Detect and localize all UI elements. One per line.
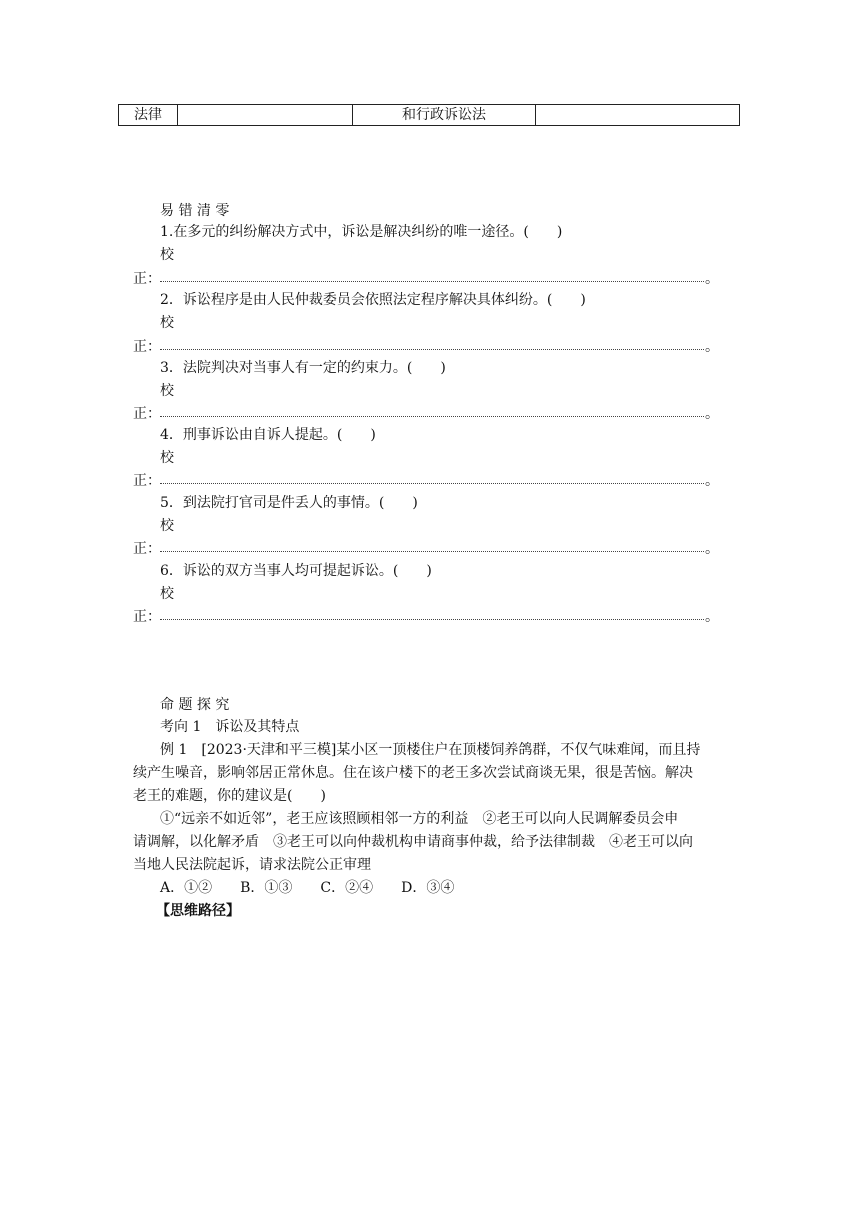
correction-label-jiao: 校 xyxy=(160,518,174,534)
thinking-path-heading: 【思维路径】 xyxy=(156,903,240,919)
correction-label-jiao: 校 xyxy=(160,383,174,399)
correction-label-zheng: 正： xyxy=(133,406,161,422)
period-mark: 。 xyxy=(705,541,719,557)
correction-label-jiao: 校 xyxy=(160,315,174,331)
correction-label-zheng: 正： xyxy=(133,339,161,355)
correction-label-zheng: 正： xyxy=(133,541,161,557)
period-mark: 。 xyxy=(705,406,719,422)
answer-line[interactable] xyxy=(160,619,704,620)
option-line: ①“远亲不如近邻”，老王应该照顾相邻一方的利益 ②老王可以向人民调解委员会申 xyxy=(160,811,679,827)
table-row xyxy=(118,104,740,126)
option-line: 当地人民法院起诉，请求法院公正审理 xyxy=(133,857,371,873)
correction-label-jiao: 校 xyxy=(160,450,174,466)
question-item: 1.在多元的纠纷解决方式中，诉讼是解决纠纷的唯一途径。( ) xyxy=(160,224,563,240)
option-line: 请调解，以化解矛盾 ③老王可以向仲裁机构申请商事仲裁，给予法律制裁 ④老王可以向 xyxy=(133,834,693,850)
question-item: 3．法院判决对当事人有一定的约束力。( ) xyxy=(160,360,446,376)
table-cell-empty xyxy=(178,105,352,125)
table-cell-empty xyxy=(536,105,739,125)
answer-line[interactable] xyxy=(160,551,704,552)
section-title-easy-mistakes: 易 错 清 零 xyxy=(160,203,230,219)
answer-line[interactable] xyxy=(160,349,704,350)
section-title-inquiry: 命 题 探 究 xyxy=(160,697,230,713)
example-line: 续产生噪音，影响邻居正常休息。住在该户楼下的老王多次尝试商谈无果，很是苦恼。解决 xyxy=(133,765,693,781)
answer-choices: A．①② B．①③ C．②④ D．③④ xyxy=(160,880,455,896)
correction-label-zheng: 正： xyxy=(133,473,161,489)
correction-label-zheng: 正： xyxy=(133,609,161,625)
period-mark: 。 xyxy=(705,473,719,489)
question-item: 5．到法院打官司是件丢人的事情。( ) xyxy=(160,495,418,511)
direction-heading: 考向 1 诉讼及其特点 xyxy=(160,719,300,735)
example-line: 例 1 [2023·天津和平三模]某小区一顶楼住户在顶楼饲养鸽群，不仅气味难闻，而且持 xyxy=(160,742,701,758)
question-item: 4．刑事诉讼由自诉人提起。( ) xyxy=(160,427,376,443)
period-mark: 。 xyxy=(705,271,719,287)
question-item: 2．诉讼程序是由人民仲裁委员会依照法定程序解决具体纠纷。( ) xyxy=(160,292,586,308)
correction-label-jiao: 校 xyxy=(160,586,174,602)
table-cell-admin-law: 和行政诉讼法 xyxy=(402,107,486,123)
table-cell-law: 法律 xyxy=(134,107,162,123)
period-mark: 。 xyxy=(705,339,719,355)
answer-line[interactable] xyxy=(160,416,704,417)
example-line: 老王的难题，你的建议是( ) xyxy=(133,788,326,804)
answer-line[interactable] xyxy=(160,483,704,484)
question-item: 6．诉讼的双方当事人均可提起诉讼。( ) xyxy=(160,563,432,579)
correction-label-jiao: 校 xyxy=(160,247,174,263)
period-mark: 。 xyxy=(705,609,719,625)
answer-line[interactable] xyxy=(160,281,704,282)
correction-label-zheng: 正： xyxy=(133,271,161,287)
